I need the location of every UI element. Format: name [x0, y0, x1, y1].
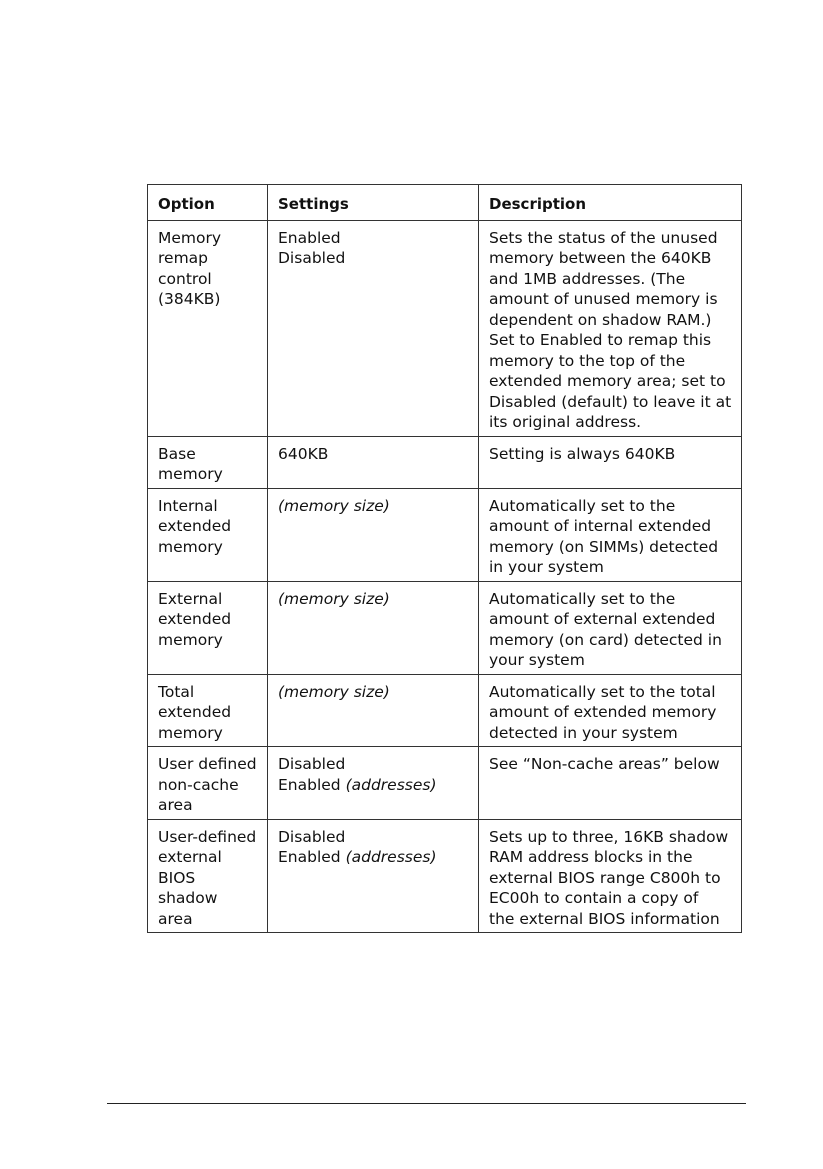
setting-value: [278, 496, 468, 517]
setting-text: Enabled: [278, 848, 346, 866]
settings-cell: [268, 747, 479, 820]
option-text: memory: [158, 723, 223, 742]
description-text: in your system: [489, 558, 604, 576]
description-text: RAM address blocks in the: [489, 848, 693, 866]
setting-placeholder: (memory size): [278, 589, 390, 608]
option-text: (384KB): [158, 290, 221, 308]
description-text: memory (on SIMMs) detected: [489, 537, 719, 556]
table-row: [148, 747, 742, 820]
settings-cell: [268, 488, 479, 581]
description-text: Automatically set to the: [489, 496, 676, 515]
setting-placeholder: (addresses): [345, 848, 437, 866]
option-text: extended: [158, 610, 232, 628]
description-text: Setting is always 640KB: [489, 444, 676, 463]
description-text: amount of external extended: [489, 610, 716, 628]
description-text: See “Non-cache areas” below: [489, 755, 720, 773]
settings-cell: [268, 581, 479, 674]
table-row: [148, 674, 742, 747]
description-text: external BIOS range C800h to: [489, 868, 721, 887]
setting-value: [278, 754, 468, 775]
option-text: extended: [158, 517, 232, 535]
option-text: memory: [158, 465, 223, 483]
option-text: BIOS: [158, 868, 196, 887]
setting-value: [278, 589, 468, 610]
settings-cell: [268, 220, 479, 436]
table-row: [148, 581, 742, 674]
description-text: memory between the 640KB: [489, 249, 712, 267]
description-text: its original address.: [489, 413, 642, 431]
option-text: extended: [158, 703, 232, 721]
header-settings: Settings: [268, 185, 479, 221]
description-cell: [479, 819, 742, 933]
option-cell: [148, 747, 268, 820]
option-cell: [148, 674, 268, 747]
description-text: Set to Enabled to remap this: [489, 331, 712, 349]
setting-value: [278, 847, 468, 868]
table-row: [148, 819, 742, 933]
description-cell: [479, 747, 742, 820]
bios-options-table: [147, 184, 742, 933]
setting-text: Enabled: [278, 775, 346, 794]
setting-value: [278, 228, 468, 249]
description-text: detected in your system: [489, 723, 678, 742]
footer-rule: [107, 1103, 746, 1104]
option-cell: [148, 581, 268, 674]
settings-cell: [268, 819, 479, 933]
setting-placeholder: (memory size): [278, 496, 390, 515]
description-text: memory (on card) detected in: [489, 630, 722, 649]
setting-text: Enabled: [278, 228, 341, 247]
option-text: memory: [158, 537, 223, 556]
table-row: [148, 220, 742, 436]
description-text: EC00h to contain a copy of: [489, 889, 699, 907]
setting-text: Disabled: [278, 827, 346, 846]
setting-text: Disabled: [278, 755, 346, 773]
description-text: amount of unused memory is: [489, 290, 718, 308]
option-text: memory: [158, 630, 223, 649]
description-text: and 1MB addresses. (The: [489, 269, 686, 288]
description-text: Sets up to three, 16KB shadow: [489, 827, 729, 846]
settings-cell: [268, 674, 479, 747]
settings-cell: [268, 436, 479, 488]
option-text: User-defined: [158, 827, 257, 846]
option-text: Memory: [158, 228, 222, 247]
description-text: amount of extended memory: [489, 703, 717, 721]
description-text: Automatically set to the total: [489, 682, 716, 701]
option-text: Internal: [158, 496, 218, 515]
setting-value: [278, 682, 468, 703]
description-text: Disabled (default) to leave it at: [489, 392, 732, 411]
option-cell: [148, 488, 268, 581]
option-cell: [148, 436, 268, 488]
description-cell: [479, 436, 742, 488]
option-text: shadow: [158, 889, 218, 907]
option-text: remap: [158, 249, 209, 267]
option-text: Total: [158, 682, 195, 701]
option-text: External: [158, 589, 223, 608]
setting-placeholder: (memory size): [278, 682, 390, 701]
option-text: non-cache: [158, 775, 239, 794]
option-text: control: [158, 269, 212, 288]
setting-value: [278, 827, 468, 848]
table-row: [148, 488, 742, 581]
description-text: dependent on shadow RAM.): [489, 310, 712, 329]
setting-value: [278, 444, 468, 465]
header-option: Option: [148, 185, 268, 221]
description-cell: [479, 488, 742, 581]
header-description: Description: [479, 185, 742, 221]
table-row: [148, 436, 742, 488]
option-text: area: [158, 796, 193, 814]
setting-text: 640KB: [278, 444, 329, 463]
setting-value: [278, 775, 468, 796]
description-cell: [479, 674, 742, 747]
option-cell: [148, 819, 268, 933]
setting-placeholder: (addresses): [345, 775, 437, 794]
description-text: Sets the status of the unused: [489, 228, 718, 247]
setting-text: Disabled: [278, 249, 346, 267]
description-text: Automatically set to the: [489, 589, 676, 608]
description-text: your system: [489, 651, 585, 669]
option-text: external: [158, 848, 222, 866]
option-text: User defined: [158, 755, 257, 773]
description-text: memory to the top of the: [489, 351, 686, 370]
description-text: the external BIOS information: [489, 909, 720, 928]
setting-value: [278, 248, 468, 269]
option-cell: [148, 220, 268, 436]
option-text: Base: [158, 444, 196, 463]
description-cell: [479, 581, 742, 674]
option-text: area: [158, 909, 193, 928]
description-cell: [479, 220, 742, 436]
table-header-row: [148, 185, 742, 221]
description-text: extended memory area; set to: [489, 372, 726, 390]
description-text: amount of internal extended: [489, 517, 712, 535]
